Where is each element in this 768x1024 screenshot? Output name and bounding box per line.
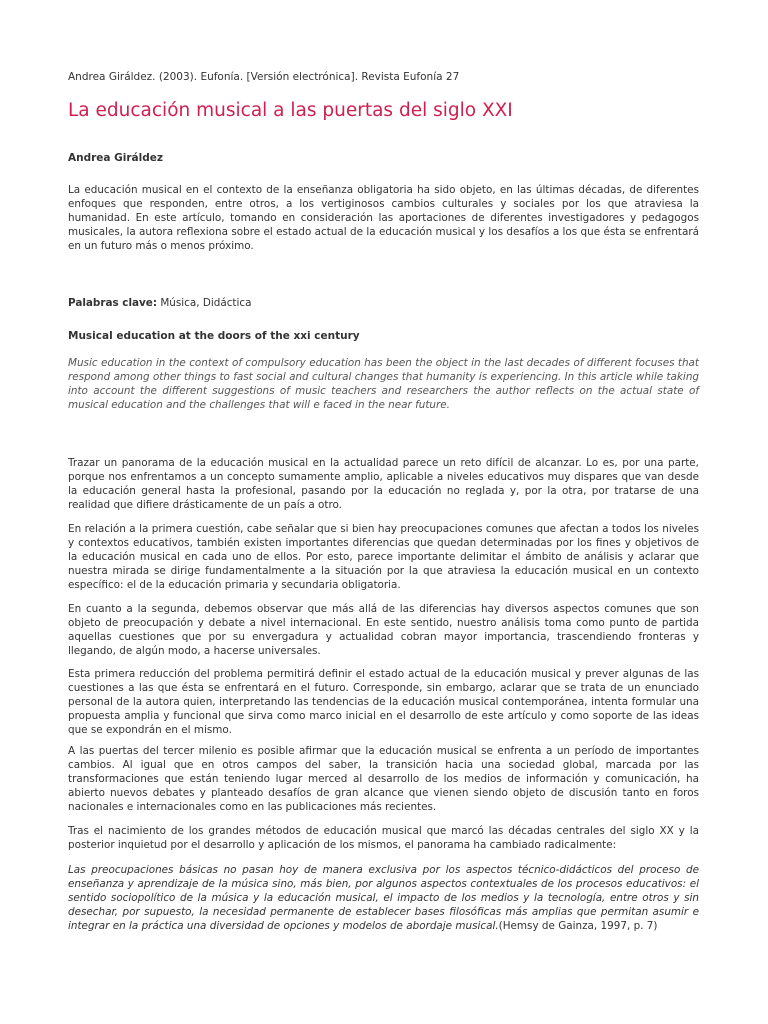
paragraph-6: Tras el nacimiento de los grandes métodos de educación musical que marcó las décadas centrales del siglo XX y la posterior inquietud por el desarrollo y aplicación de los mismos, el panorama ha cambiado radicalmente: — [68, 825, 699, 851]
paragraph-1: Trazar un panorama de la educación musical en la actualidad parece un reto difícil de alcanzar. Lo es, por una parte, porque nos enfrentamos a un concepto sumamente amplio, aplicable a niveles educativos muy dispares que van desde la educación general hasta la profesional, pasando por la educación no reglada y, por la otra, por tratarse de una realidad que difiere drásticamente de un país a otro. — [68, 457, 699, 511]
keywords-label: Palabras clave: — [68, 297, 158, 309]
citation: Andrea Giráldez. (2003). Eufonía. [Versión electrónica]. Revista Eufonía 27 — [68, 71, 460, 83]
abstract-english: Music education in the context of compulsory education has been the object in the last decades of different focuses that respond among other things to fast social and cultural changes that humanity is experiencing. In this article while taking into account the different suggestions of music teachers and researchers the author reflects on the actual state of musical education and the challenges that will e faced in the near future. — [68, 357, 699, 411]
quote-reference: (Hemsy de Gainza, 1997, p. 7) — [498, 919, 658, 932]
quote-text: Las preocupaciones básicas no pasan hoy de manera exclusiva por los aspectos técnico-didácticos del proceso de enseñanza y aprendizaje de la música sino, más bien, por algunos aspectos contextuales de los procesos educativos: el sentido sociopolítico de la música y la educación musical, el impacto de los medios y la tecnología, entre otros y sin desechar, por supuesto, la necesidad permanente de establecer bases filosóficas más amplias que permitan asumir e integrar en la práctica una diversidad de opciones y modelos de abordaje musical. — [68, 864, 699, 932]
paragraph-5: A las puertas del tercer milenio es posible afirmar que la educación musical se enfrenta a un período de importantes cambios. Al igual que en otros campos del saber, la transición hacia una sociedad global, marcada por las transformaciones que están teniendo lugar merced al desarrollo de los medios de información y comunicación, ha abierto nuevos debates y planteado desafíos de gran alcance que vienen siendo objeto de discusión tanto en foros nacionales e internacionales como en las publicaciones más recientes. — [68, 745, 699, 813]
abstract-spanish: La educación musical en el contexto de la enseñanza obligatoria ha sido objeto, en las últimas décadas, de diferentes enfoques que responden, entre otros, a los vertiginosos cambios culturales y sociales por los que atraviesa la humanidad. En este artículo, tomando en consideración las aportaciones de diferentes investigadores y pedagogos musicales, la autora reflexiona sobre el estado actual de la educación musical y los desafíos a los que ésta se enfrentará en un futuro más o menos próximo. — [68, 184, 699, 252]
english-heading: Musical education at the doors of the xxi century — [68, 330, 360, 342]
paragraph-3: En cuanto a la segunda, debemos observar que más allá de las diferencias hay diversos aspectos comunes que son objeto de preocupación y debate a nivel internacional. En este sentido, nuestro análisis toma como punto de partida aquellas cuestiones que por su envergadura y actualidad cobran mayor importancia, trascendiendo fronteras y llegando, de algún modo, a hacerse universales. — [68, 603, 699, 657]
article-title: La educación musical a las puertas del siglo XXI — [68, 100, 513, 121]
keywords — [68, 297, 699, 311]
paragraph-2: En relación a la primera cuestión, cabe señalar que si bien hay preocupaciones comunes que afectan a todos los niveles y contextos educativos, también existen importantes diferencias que quedan determinadas por los fines y objetivos de la educación musical en cada uno de ellos. Por esto, parece importante delimitar el ámbito de análisis y aclarar que nuestra mirada se dirige fundamentalmente a la situación por la que atraviesa la educación musical en un contexto específico: el de la educación primaria y secundaria obligatoria. — [68, 523, 699, 591]
author-name: Andrea Giráldez — [68, 152, 163, 164]
keywords-value: Música, Didáctica — [157, 297, 252, 309]
block-quote — [68, 864, 699, 934]
paragraph-4: Esta primera reducción del problema permitirá definir el estado actual de la educación musical y prever algunas de las cuestiones a las que ésta se enfrentará en el futuro. Corresponde, sin embargo, aclarar que se trata de un enunciado personal de la autora quien, interpretando las tendencias de la educación musical contemporánea, intenta formular una propuesta amplia y funcional que sirva como marco inicial en el desarrollo de este artículo y como soporte de las ideas que se expondrán en el mismo. — [68, 668, 699, 736]
